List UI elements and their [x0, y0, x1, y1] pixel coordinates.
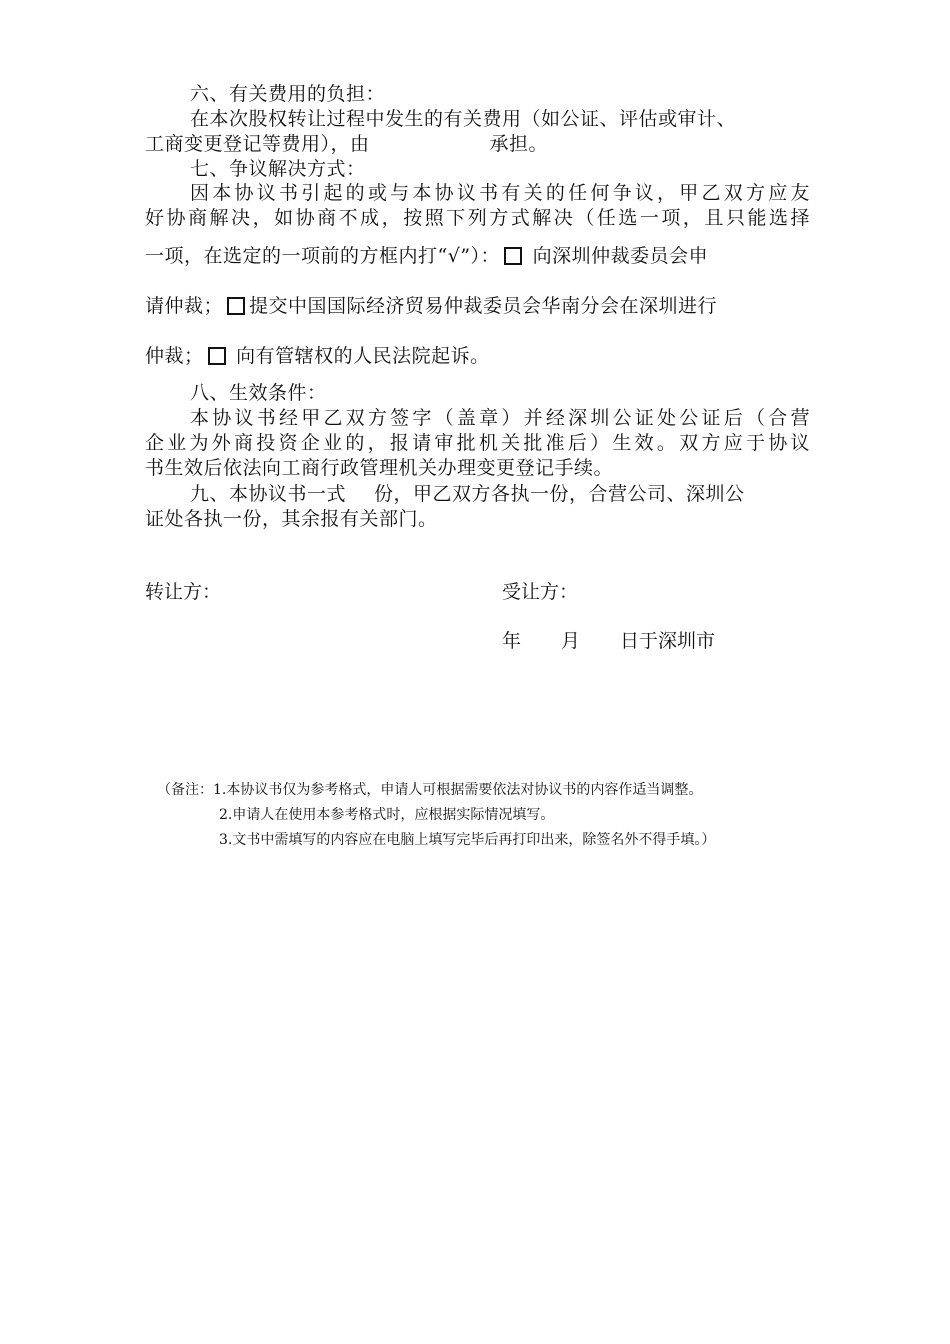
section8-heading: 八、生效条件：	[190, 382, 327, 404]
section6-line2-text: 工商变更登记等费用），由	[145, 133, 370, 155]
section6-line2	[145, 131, 810, 157]
option-peoples-court: 向有管辖权的人民法院起诉。	[236, 345, 490, 367]
day-place-label: 日于深圳市	[620, 630, 716, 652]
section6-heading: 六、有关费用的负担：	[190, 83, 386, 105]
section7-line4	[145, 293, 810, 319]
option-shenzhen-arbitration: 向深圳仲裁委员会申	[532, 245, 709, 267]
checkbox-shenzhen-arbitration[interactable]	[504, 247, 522, 265]
section6-line1: 在本次股权转让过程中发生的有关费用（如公证、评估或审计、	[190, 108, 737, 130]
section9-line1	[190, 481, 810, 507]
option-cietac-south-china: 提交中国国际经济贸易仲裁委员会华南分会在深圳进行	[249, 295, 718, 317]
section8-line1: 本协议书经甲乙双方签字（盖章）并经深圳公证处公证后（合营	[190, 407, 810, 429]
section7-line3	[145, 243, 810, 269]
section7-line3-text: 一项，在选定的一项前的方框内打“√”）：	[145, 245, 501, 267]
section7-line5-text: 仲裁；	[145, 345, 204, 367]
transferor-label: 转让方：	[145, 581, 222, 603]
section7-line4-text: 请仲裁；	[145, 295, 224, 317]
section8-line2: 企业为外商投资企业的，报请审批机关批准后）生效。双方应于协议	[145, 432, 810, 454]
date-place-line	[502, 628, 715, 654]
section9-line1-end: 份，甲乙双方各执一份，合营公司、深圳公	[374, 483, 745, 505]
note-line1: （备注：1.本协议书仅为参考格式，申请人可根据需要依法对协议书的内容作适当调整。	[157, 782, 703, 798]
note-line3: 3.文书中需填写的内容应在电脑上填写完毕后再打印出来，除签名外不得手填。）	[219, 832, 716, 848]
month-label: 月	[561, 630, 581, 652]
checkbox-peoples-court[interactable]	[208, 347, 226, 365]
section6-line2-end: 承担。	[489, 133, 549, 155]
section7-line5	[145, 343, 810, 369]
section8-line3: 书生效后依法向工商行政管理机关办理变更登记手续。	[145, 457, 614, 479]
section7-line2: 好协商解决，如协商不成，按照下列方式解决（任选一项，且只能选择	[145, 207, 810, 229]
checkbox-cietac-south-china[interactable]	[227, 297, 245, 315]
year-label: 年	[502, 630, 522, 652]
transferee-label: 受让方：	[502, 581, 579, 603]
section9-line2: 证处各执一份，其余报有关部门。	[145, 508, 438, 530]
note-line2: 2.申请人在使用本参考格式时，应根据实际情况填写。	[219, 807, 555, 823]
section7-heading: 七、争议解决方式：	[190, 158, 366, 180]
section7-line1: 因本协议书引起的或与本协议书有关的任何争议，甲乙双方应友	[190, 182, 810, 204]
section9-line1-text: 九、本协议书一式	[190, 483, 347, 505]
